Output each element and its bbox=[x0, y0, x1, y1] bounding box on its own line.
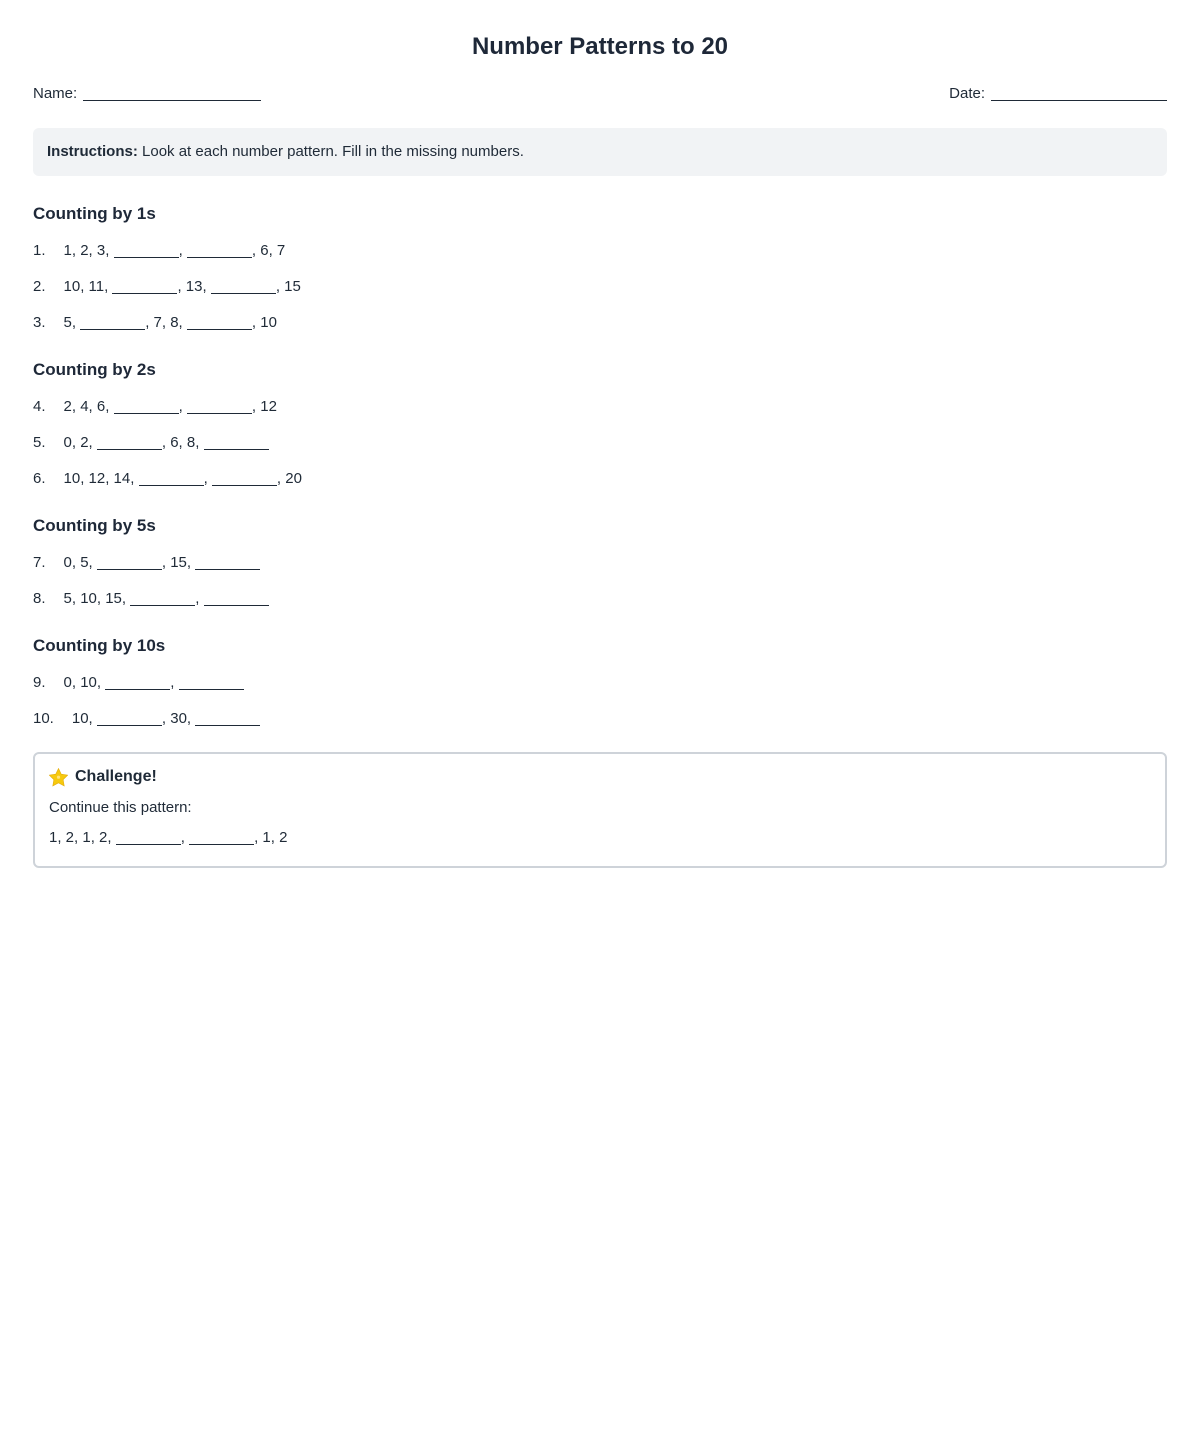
problem-number: 10. bbox=[33, 710, 54, 727]
problem-number: 8. bbox=[33, 590, 46, 607]
answer-blank[interactable] bbox=[204, 593, 269, 606]
page-title: Number Patterns to 20 bbox=[471, 33, 729, 60]
pattern-text: 5, , 7, 8, , 10 bbox=[63, 314, 277, 331]
problem-row bbox=[33, 398, 1167, 416]
problem-number: 4. bbox=[33, 398, 46, 415]
answer-blank[interactable] bbox=[112, 281, 177, 294]
answer-blank[interactable] bbox=[97, 437, 162, 450]
problem-row bbox=[33, 590, 1167, 608]
pattern-text: 5, 10, 15, , bbox=[64, 590, 269, 607]
answer-blank[interactable] bbox=[130, 593, 195, 606]
answer-blank[interactable] bbox=[204, 437, 269, 450]
pattern-text: 10, 12, 14, , , 20 bbox=[63, 470, 302, 487]
problem-number: 9. bbox=[33, 674, 46, 691]
instructions-label: Instructions: bbox=[47, 143, 138, 160]
challenge-pattern: 1, 2, 1, 2, , , 1, 2 bbox=[49, 829, 288, 846]
instructions-text: Look at each number pattern. Fill in the missing numbers. bbox=[142, 143, 524, 160]
answer-blank[interactable] bbox=[80, 317, 145, 330]
section-heading: Counting by 10s bbox=[33, 636, 166, 655]
date-label: Date: bbox=[949, 85, 985, 102]
answer-blank[interactable] bbox=[189, 832, 254, 845]
glowing-star-icon bbox=[49, 768, 68, 787]
problem-row bbox=[33, 470, 1167, 488]
pattern-text: 2, 4, 6, , , 12 bbox=[63, 398, 277, 415]
pattern-text: 0, 5, , 15, bbox=[64, 554, 261, 571]
problem-row bbox=[33, 314, 1167, 332]
date-field bbox=[949, 85, 1167, 102]
answer-blank[interactable] bbox=[212, 473, 277, 486]
problem-row bbox=[33, 554, 1167, 572]
answer-blank[interactable] bbox=[139, 473, 204, 486]
answer-blank[interactable] bbox=[97, 713, 162, 726]
answer-blank[interactable] bbox=[211, 281, 276, 294]
name-date-row bbox=[33, 85, 1167, 102]
section-heading: Counting by 2s bbox=[33, 360, 156, 379]
problem-number: 3. bbox=[33, 314, 46, 331]
name-input-line[interactable] bbox=[83, 88, 261, 101]
challenge-subtitle: Continue this pattern: bbox=[49, 799, 192, 816]
pattern-text: 0, 2, , 6, 8, bbox=[64, 434, 269, 451]
problem-row bbox=[33, 278, 1167, 296]
name-label: Name: bbox=[33, 85, 78, 102]
pattern-text: 10, , 30, bbox=[72, 710, 260, 727]
problem-row bbox=[33, 242, 1167, 260]
problem-number: 5. bbox=[33, 434, 46, 451]
problem-number: 1. bbox=[33, 242, 46, 259]
section-heading: Counting by 1s bbox=[33, 204, 156, 223]
worksheet-sections bbox=[33, 203, 1167, 728]
answer-blank[interactable] bbox=[179, 677, 244, 690]
answer-blank[interactable] bbox=[97, 557, 162, 570]
problem-row bbox=[33, 434, 1167, 452]
answer-blank[interactable] bbox=[187, 401, 252, 414]
section-heading: Counting by 5s bbox=[33, 516, 156, 535]
problem-number: 7. bbox=[33, 554, 46, 571]
challenge-header bbox=[49, 767, 1151, 787]
instructions-box bbox=[33, 128, 1167, 176]
pattern-text: 10, 11, , 13, , 15 bbox=[63, 278, 301, 295]
problem-number: 6. bbox=[33, 470, 46, 487]
pattern-text: 0, 10, , bbox=[64, 674, 244, 691]
answer-blank[interactable] bbox=[195, 713, 260, 726]
challenge-box bbox=[33, 752, 1167, 868]
answer-blank[interactable] bbox=[195, 557, 260, 570]
name-field bbox=[33, 85, 261, 102]
worksheet-page bbox=[0, 34, 1200, 868]
challenge-title: Challenge! bbox=[75, 768, 157, 785]
answer-blank[interactable] bbox=[114, 401, 179, 414]
date-input-line[interactable] bbox=[991, 88, 1167, 101]
problem-row bbox=[33, 710, 1167, 728]
problem-number: 2. bbox=[33, 278, 46, 295]
answer-blank[interactable] bbox=[105, 677, 170, 690]
problem-row bbox=[33, 674, 1167, 692]
answer-blank[interactable] bbox=[116, 832, 181, 845]
answer-blank[interactable] bbox=[187, 317, 252, 330]
pattern-text: 1, 2, 3, , , 6, 7 bbox=[63, 242, 286, 259]
answer-blank[interactable] bbox=[187, 245, 252, 258]
answer-blank[interactable] bbox=[114, 245, 179, 258]
